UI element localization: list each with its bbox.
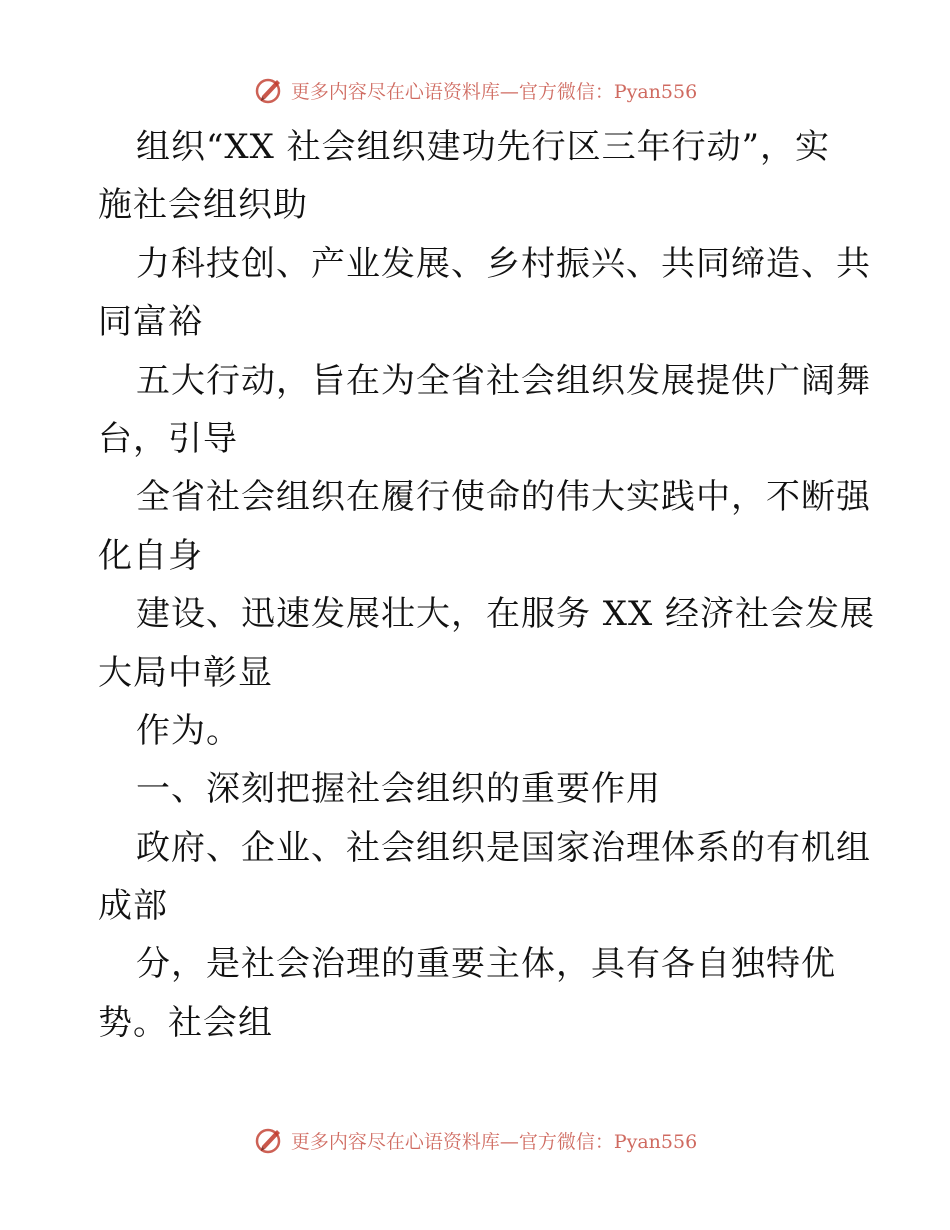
body-line: 五大行动，旨在为全省社会组织发展提供广阔舞 bbox=[136, 360, 871, 401]
body-line: 化自身 bbox=[98, 535, 203, 576]
body-line: 作为。 bbox=[136, 710, 241, 751]
header-banner-text: 更多内容尽在心语资料库—官方微信：Pyan556 bbox=[290, 80, 698, 103]
body-line: 组织“XX 社会组织建功先行区三年行动”，实 bbox=[136, 127, 830, 167]
body-line: 成部 bbox=[98, 886, 168, 927]
pen-logo-icon bbox=[253, 74, 285, 106]
body-line: 力科技创、产业发展、乡村振兴、共同缔造、共 bbox=[136, 243, 871, 284]
body-line: 台，引导 bbox=[98, 418, 238, 459]
body-line: 建设、迅速发展壮大，在服务 XX 经济社会发展 bbox=[136, 594, 876, 635]
footer-watermark-banner bbox=[0, 1120, 950, 1160]
document-body bbox=[98, 118, 876, 1052]
body-line: 全省社会组织在履行使命的伟大实践中，不断强 bbox=[136, 477, 871, 518]
section-heading: 一、深刻把握社会组织的重要作用 bbox=[136, 769, 661, 810]
body-line: 分，是社会治理的重要主体，具有各自独特优 bbox=[136, 944, 836, 985]
header-watermark-banner bbox=[0, 70, 950, 110]
pen-logo-icon bbox=[253, 1124, 285, 1156]
body-line: 势。社会组 bbox=[98, 1002, 273, 1043]
body-line: 施社会组织助 bbox=[98, 185, 308, 226]
footer-banner-text: 更多内容尽在心语资料库—官方微信：Pyan556 bbox=[290, 1130, 698, 1153]
body-line: 政府、企业、社会组织是国家治理体系的有机组 bbox=[136, 827, 871, 868]
body-line: 大局中彰显 bbox=[98, 652, 273, 693]
body-line: 同富裕 bbox=[98, 302, 203, 343]
